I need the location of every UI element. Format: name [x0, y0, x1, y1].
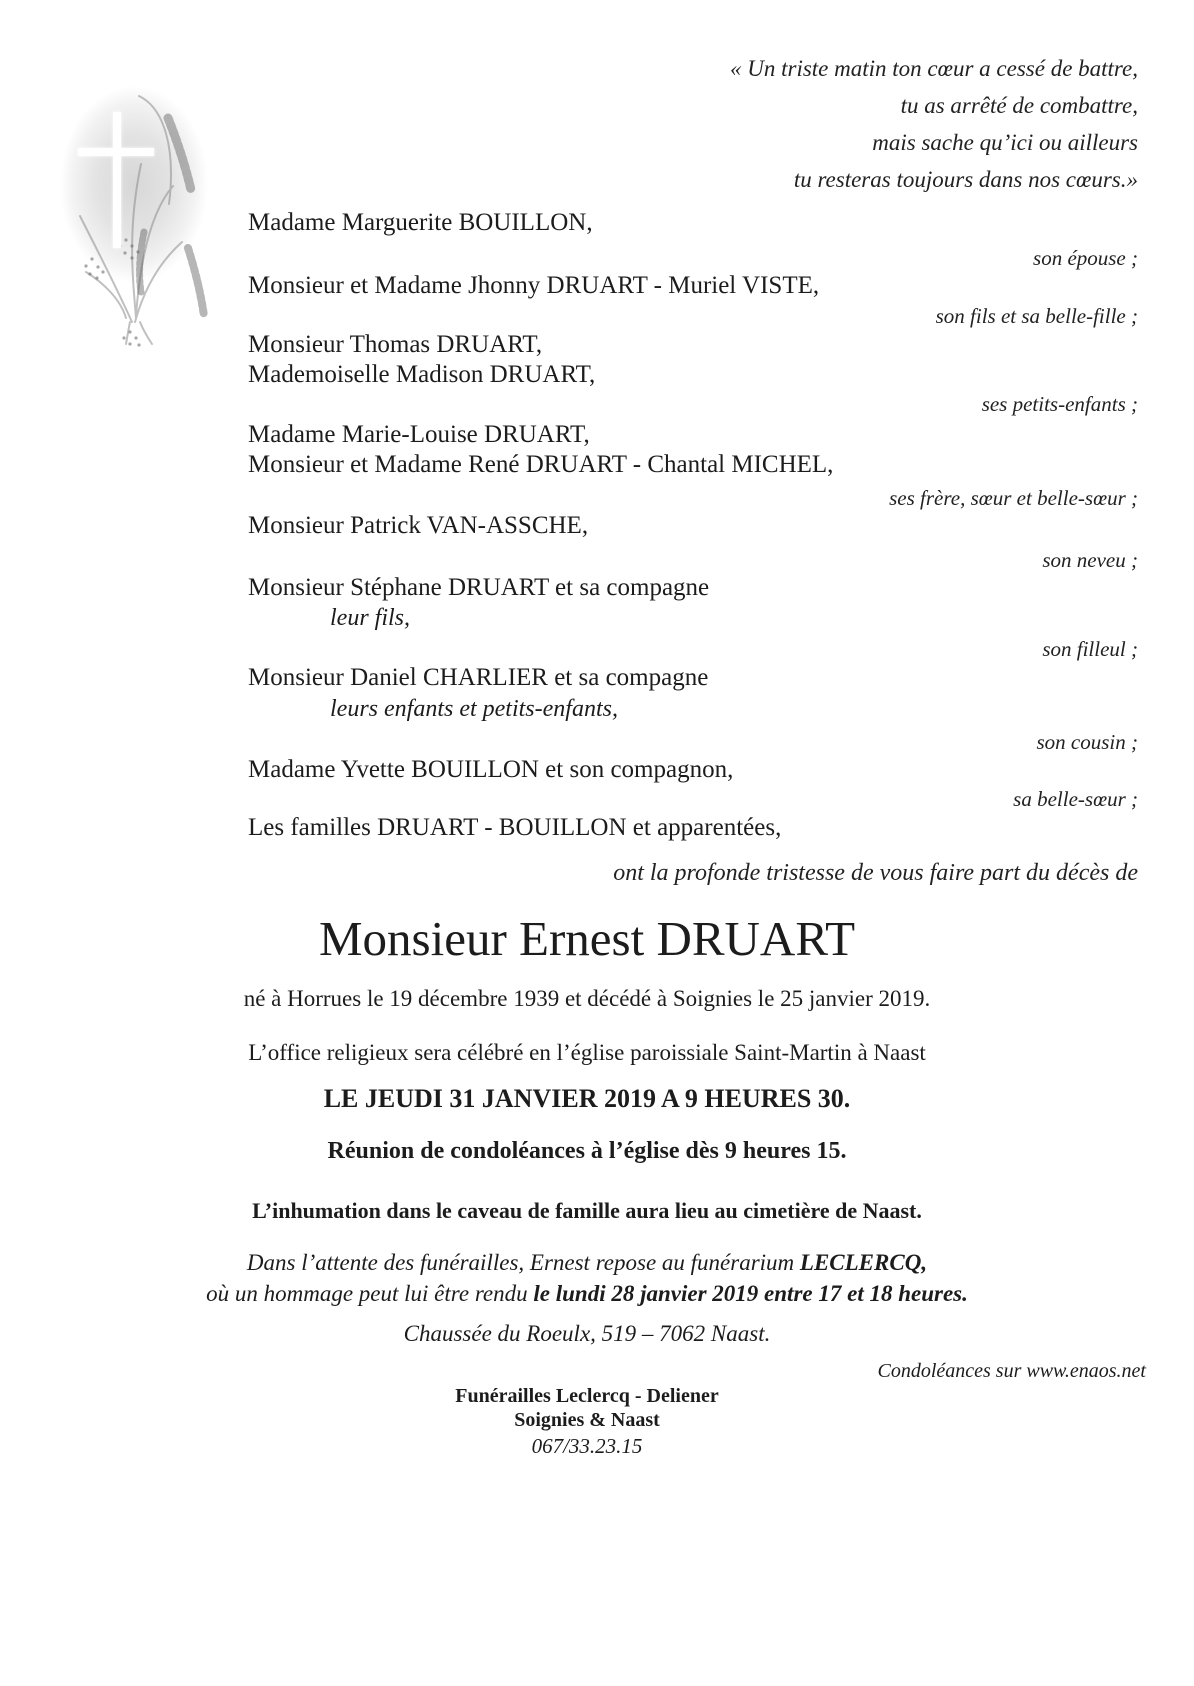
- burial-line: L’inhumation dans le caveau de famille aura lieu au cimetière de Naast.: [252, 1198, 922, 1223]
- family-member: Madame Yvette BOUILLON et son compagnon,: [248, 756, 734, 783]
- quote-line: tu resteras toujours dans nos cœurs.»: [793, 167, 1138, 192]
- relation-label: ses petits-enfants ;: [981, 392, 1138, 416]
- funerarium-name: LECLERCQ,: [799, 1250, 928, 1275]
- funeral-home-name: Funérailles Leclercq - Deliener: [455, 1385, 719, 1407]
- family-member: Monsieur Thomas DRUART,: [248, 331, 543, 358]
- family-member-note: leur fils,: [330, 605, 411, 631]
- funerarium-line: [0, 1250, 1174, 1276]
- quote-line: tu as arrêté de combattre,: [900, 93, 1138, 118]
- family-member: Monsieur Patrick VAN-ASSCHE,: [248, 512, 589, 539]
- deceased-name: Monsieur Ernest DRUART: [318, 911, 855, 966]
- family-member: Monsieur et Madame Jhonny DRUART - Muriel VISTE,: [248, 272, 820, 299]
- homage-line: [0, 1281, 1174, 1307]
- relation-label: son fils et sa belle-fille ;: [935, 304, 1138, 328]
- relation-label: ses frère, sœur et belle-sœur ;: [889, 486, 1138, 510]
- relation-label: sa belle-sœur ;: [1013, 787, 1138, 811]
- ceremony-datetime: LE JEUDI 31 JANVIER 2019 A 9 HEURES 30.: [323, 1084, 851, 1113]
- funeral-home-phone: 067/33.23.15: [531, 1434, 643, 1458]
- memorial-quote: [0, 50, 1138, 198]
- homage-time: le lundi 28 janvier 2019 entre 17 et 18 heures.: [533, 1281, 968, 1306]
- family-member-note: leurs enfants et petits-enfants,: [330, 696, 618, 722]
- relation-label: son épouse ;: [1033, 246, 1138, 270]
- family-member: Monsieur et Madame René DRUART - Chantal MICHEL,: [248, 451, 834, 478]
- relation-label: son cousin ;: [1036, 730, 1138, 754]
- quote-line: « Un triste matin ton cœur a cessé de battre,: [730, 56, 1138, 81]
- family-member: Madame Marie-Louise DRUART,: [248, 421, 590, 448]
- online-condolences-line: Condoléances sur www.enaos.net: [877, 1360, 1146, 1382]
- family-member: Mademoiselle Madison DRUART,: [248, 361, 596, 388]
- funerarium-intro: Dans l’attente des funérailles, Ernest repose au funérarium: [246, 1250, 800, 1275]
- family-member: Monsieur Stéphane DRUART et sa compagne: [248, 574, 710, 601]
- funerarium-address: Chaussée du Roeulx, 519 – 7062 Naast.: [403, 1321, 771, 1346]
- announcement-line: ont la profonde tristesse de vous faire part du décès de: [613, 860, 1138, 886]
- family-list: [0, 208, 1194, 843]
- birth-death-line: né à Horrues le 19 décembre 1939 et décédé à Soignies le 25 janvier 2019.: [243, 986, 931, 1011]
- quote-line: mais sache qu’ici ou ailleurs: [872, 130, 1138, 155]
- relation-label: son filleul ;: [1042, 637, 1138, 661]
- homage-intro: où un hommage peut lui être rendu: [206, 1281, 534, 1306]
- family-list-closing: Les familles DRUART - BOUILLON et apparentées,: [248, 814, 782, 841]
- relation-label: son neveu ;: [1042, 548, 1138, 572]
- family-member: Monsieur Daniel CHARLIER et sa compagne: [248, 664, 709, 691]
- condolence-meeting-line: Réunion de condoléances à l’église dès 9 heures 15.: [327, 1138, 847, 1164]
- funeral-home-location: Soignies & Naast: [514, 1409, 660, 1431]
- family-member: Madame Marguerite BOUILLON,: [248, 209, 593, 236]
- religious-office-line: L’office religieux sera célébré en l’église paroissiale Saint-Martin à Naast: [248, 1040, 926, 1065]
